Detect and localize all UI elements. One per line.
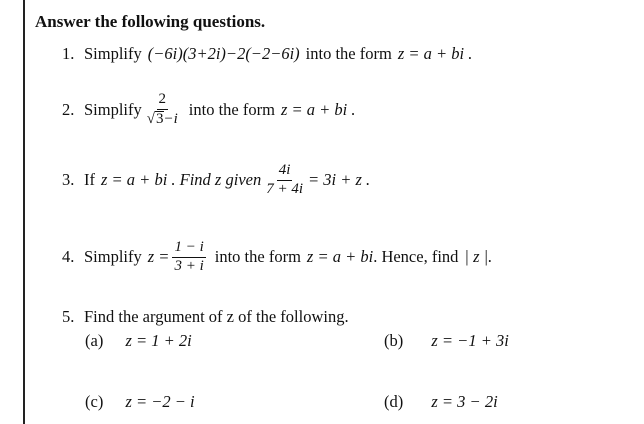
question-number: 2. xyxy=(62,99,75,119)
part-label: (b) xyxy=(384,331,404,350)
question-number: 3. xyxy=(62,170,75,190)
part-label: (c) xyxy=(85,392,104,411)
question-3 xyxy=(62,163,370,198)
question-tail: into the form xyxy=(188,99,275,119)
part-d xyxy=(384,392,498,412)
fraction xyxy=(145,92,180,128)
question-text: If xyxy=(84,170,95,190)
fraction-denominator xyxy=(145,110,180,128)
fraction-numerator: 2 xyxy=(157,92,169,110)
question-number: 1. xyxy=(62,44,75,63)
modulus-expression: | z |. xyxy=(464,247,493,267)
given-clause: z = a + bi . Find z given xyxy=(101,170,262,190)
question-number: 5. xyxy=(62,307,75,326)
worksheet-title: Answer the following questions. xyxy=(35,12,266,31)
margin-rule xyxy=(23,0,25,424)
fraction-denominator: 3 + i xyxy=(174,257,204,274)
math-expression: (−6i)(3+2i)−2(−2−6i) xyxy=(147,44,300,63)
question-tail: into the form xyxy=(305,44,392,63)
part-a xyxy=(85,331,192,351)
target-form: z = a + bi xyxy=(306,247,374,267)
question-text: Simplify xyxy=(84,44,142,63)
question-text: Simplify xyxy=(84,99,142,119)
part-c xyxy=(85,392,195,412)
fraction-denominator: 7 + 4i xyxy=(266,180,304,197)
question-number: 4. xyxy=(62,247,75,267)
target-form: z = a + bi . xyxy=(280,99,356,119)
question-text: Find the argument of z of the following. xyxy=(84,307,349,326)
question-5 xyxy=(62,307,349,327)
question-2 xyxy=(62,92,355,128)
part-expression: z = −2 − i xyxy=(125,392,195,411)
part-expression: z = 3 − 2i xyxy=(431,392,498,411)
target-form: z = a + bi . xyxy=(397,44,473,63)
part-label: (a) xyxy=(85,331,104,350)
equation-rhs: = 3i + z . xyxy=(308,170,371,190)
question-4 xyxy=(62,240,492,275)
question-tail: into the form xyxy=(214,247,301,267)
fraction xyxy=(264,163,305,198)
radicand: 3 xyxy=(156,110,164,127)
question-1 xyxy=(62,44,472,64)
part-expression: z = 1 + 2i xyxy=(125,331,192,350)
hence-text: . Hence, find xyxy=(373,247,459,267)
fraction-numerator: 1 − i xyxy=(172,240,205,258)
fraction-numerator: 4i xyxy=(277,163,293,181)
fraction xyxy=(172,240,205,275)
part-expression: z = −1 + 3i xyxy=(431,331,509,350)
question-text: Simplify xyxy=(84,247,142,267)
square-root: √ 3 xyxy=(146,110,164,127)
equation-lhs: z = xyxy=(147,247,170,267)
part-label: (d) xyxy=(384,392,404,411)
part-b xyxy=(384,331,509,351)
denominator-rest: −i xyxy=(163,110,178,127)
